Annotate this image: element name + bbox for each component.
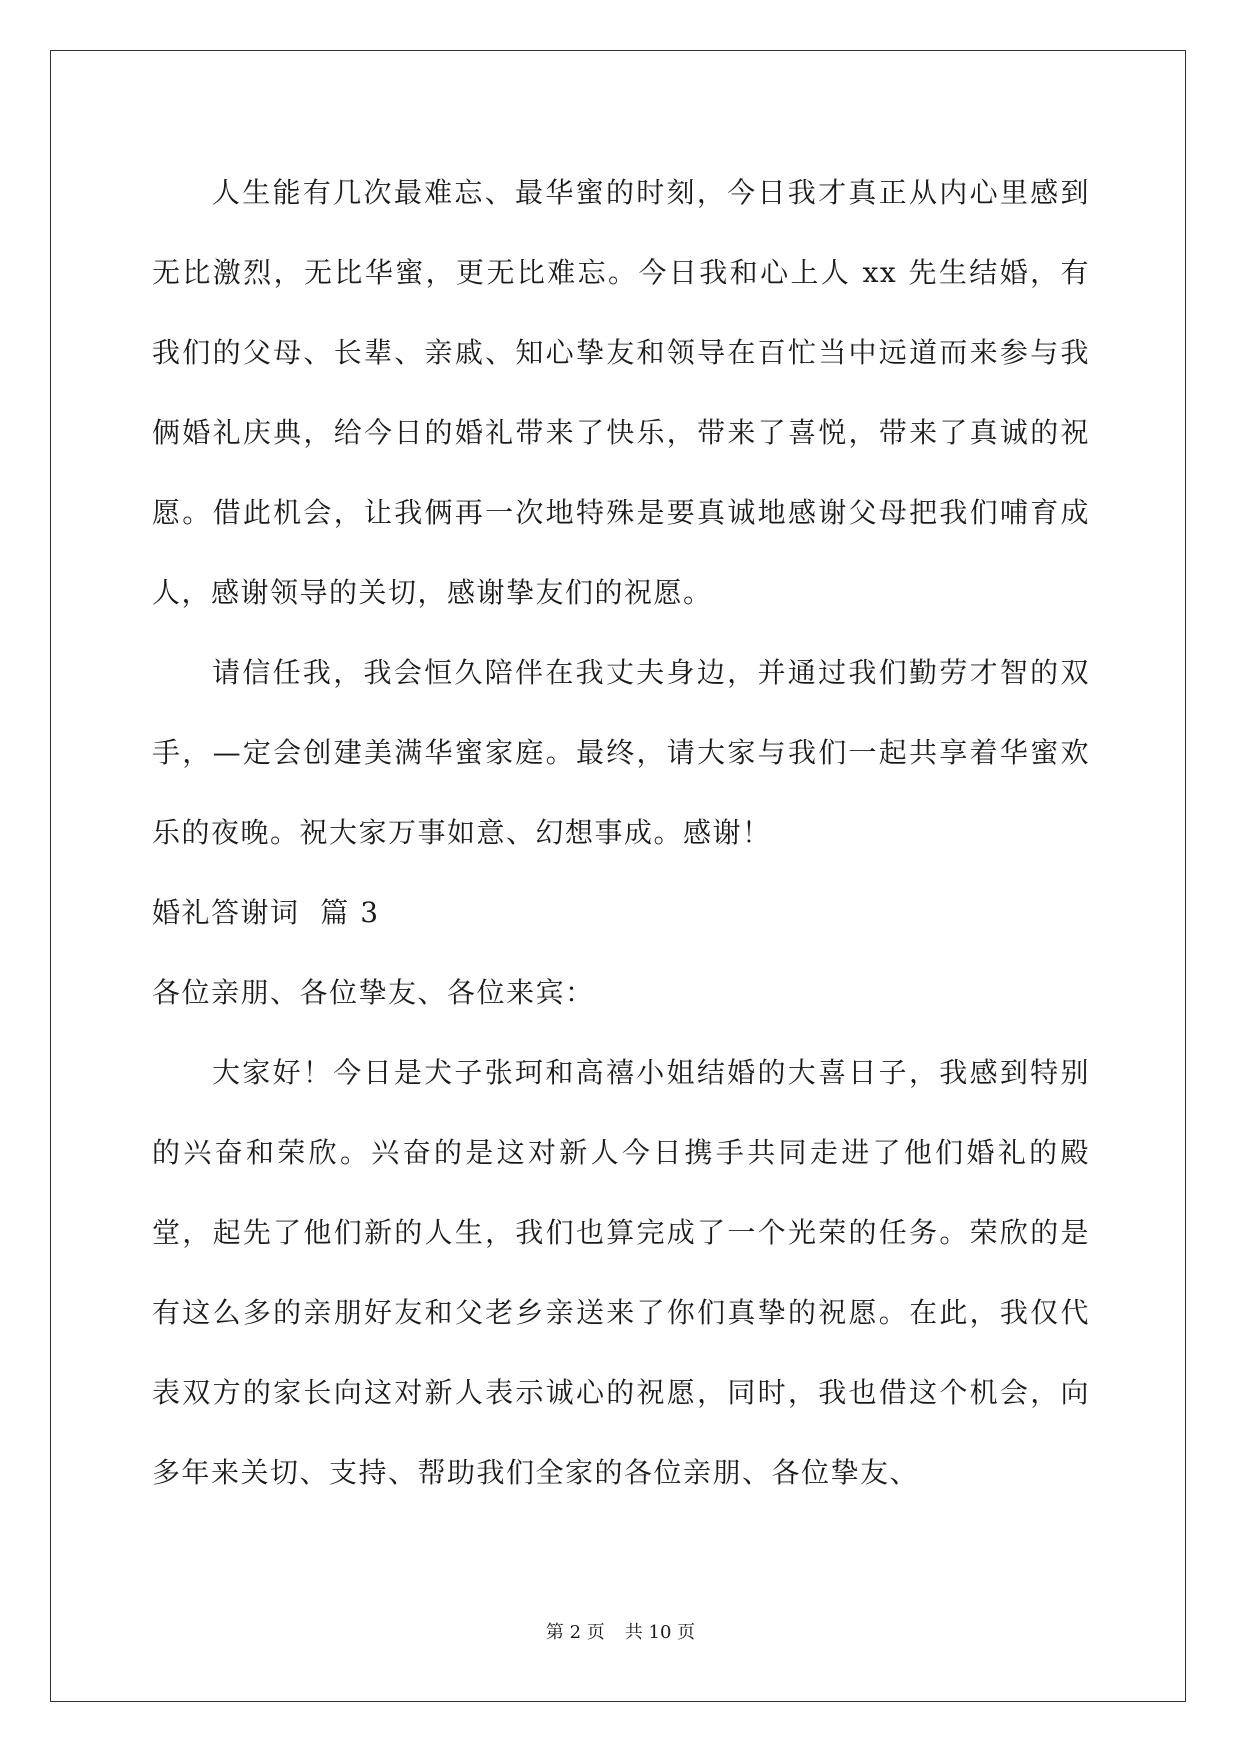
page-number: 第 2 页 [545,1622,605,1643]
document-body [152,153,1090,1513]
page-footer [0,1621,1241,1645]
section-heading: 婚礼答谢词 篇 3 [152,896,380,929]
paragraph-3: 大家好！今日是犬子张珂和高禧小姐结婚的大喜日子，我感到特别的兴奋和荣欣。兴奋的是这对新人今日携手共同走进了他们婚礼的殿堂，起先了他们新的人生，我们也算完成了一个光荣的任务。荣欣的是有这么多的亲朋好友和父老乡亲送来了你们真挚的祝愿。在此，我仅代表双方的家长向这对新人表示诚心的祝愿，同时，我也借这个机会，向多年来关切、支持、帮助我们全家的各位亲朋、各位挚友、 [152,1056,1090,1489]
page-total: 共 10 页 [624,1622,696,1643]
paragraph-1: 人生能有几次最难忘、最华蜜的时刻，今日我才真正从内心里感到无比激烈，无比华蜜，更无比难忘。今日我和心上人 xx 先生结婚，有我们的父母、长辈、亲戚、知心挚友和领导在百忙当中远道而来参与我俩婚礼庆典，给今日的婚礼带来了快乐，带来了喜悦，带来了真诚的祝愿。借此机会，让我俩再一次地特殊是要真诚地感谢父母把我们哺育成人，感谢领导的关切，感谢挚友们的祝愿。 [152,176,1090,609]
paragraph-2: 请信任我，我会恒久陪伴在我丈夫身边，并通过我们勤劳才智的双手，—定会创建美满华蜜家庭。最终，请大家与我们一起共享着华蜜欢乐的夜晚。祝大家万事如意、幻想事成。感谢！ [152,656,1090,849]
salutation: 各位亲朋、各位挚友、各位来宾： [152,976,595,1009]
